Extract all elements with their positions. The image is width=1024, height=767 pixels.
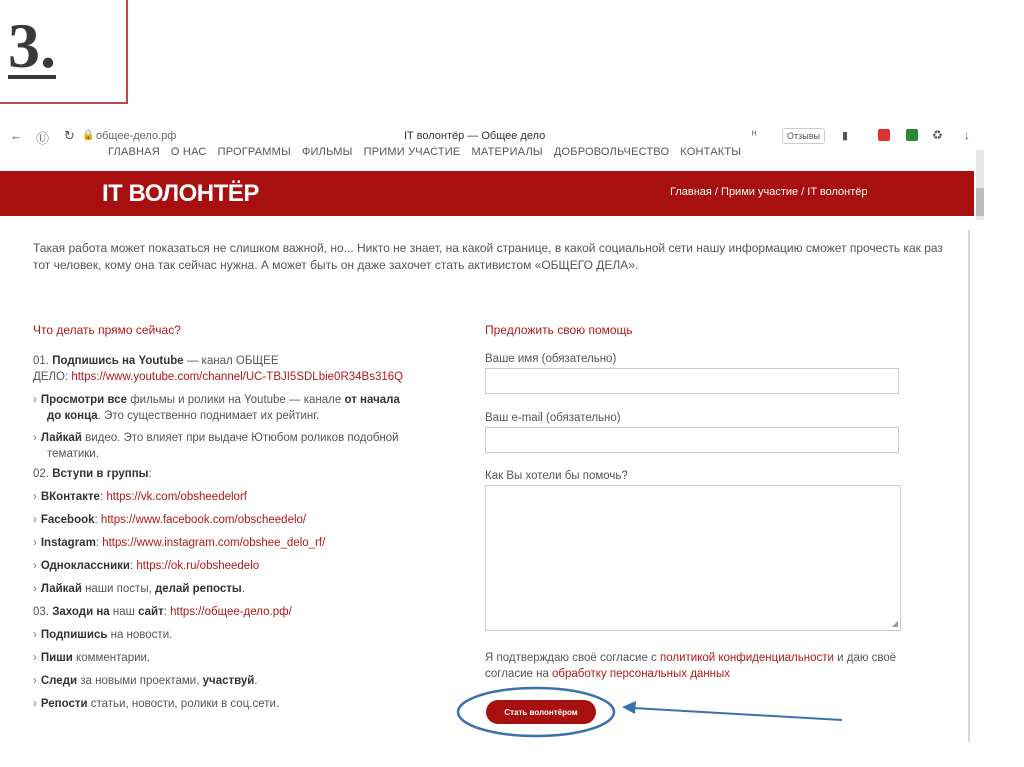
name-label: Ваше имя (обязательно) (485, 353, 617, 365)
resize-handle-icon[interactable]: ◢ (891, 619, 898, 628)
list-item: › Одноклассники: https://ok.ru/obsheedelo (33, 560, 260, 572)
item-bold: Репости (40, 698, 88, 710)
step-text: : (148, 468, 152, 480)
step-join-groups (33, 466, 152, 482)
list-item (33, 581, 245, 597)
step-number: 02. (33, 468, 49, 480)
item-bold: от начала (344, 394, 400, 406)
site-link[interactable]: https://общее-дело.рф/ (170, 606, 292, 618)
list-item (33, 673, 258, 689)
form-heading: Предложить свою помощь (485, 323, 633, 337)
item-bold: Пиши (40, 652, 73, 664)
item-bold: Подпишись (40, 629, 108, 641)
slide-number: 3. (8, 10, 56, 81)
item-bold: ВКонтакте (40, 491, 100, 503)
step-visit-site (33, 604, 292, 620)
item-text: наши посты, (81, 583, 155, 595)
intro-paragraph: Такая работа может показаться не слишком важной, но... Никто не знает, на какой странице, в какой социальной сети нашу информацию сможет прочесть как раз тот человек, кому она так сейчас нужна. А может быть он даже захочет стать активистом «ОБЩЕГО ДЕЛА». (33, 241, 943, 272)
email-field[interactable] (485, 427, 899, 453)
step-text: — канал ОБЩЕЕ (183, 355, 279, 367)
youtube-link[interactable]: https://www.youtube.com/channel/UC-TBJI5SDLbie0R34Bs316Q (71, 371, 404, 383)
step-text: наш (109, 606, 139, 618)
item-bold: Одноклассники (40, 560, 131, 572)
reviews-label: Отзывы (787, 131, 820, 141)
vk-link[interactable]: https://vk.com/obsheedelorf (106, 491, 247, 503)
reviews-button[interactable] (782, 128, 825, 144)
nav-item-participate[interactable]: ПРИМИ УЧАСТИЕ (363, 146, 461, 158)
translate-icon[interactable]: ᴴ (752, 130, 757, 141)
chevron-right-icon: › (33, 583, 37, 595)
help-textarea[interactable] (485, 485, 901, 631)
item-text: . Это существенно поднимает их рейтинг. (97, 410, 320, 422)
list-item (33, 696, 279, 712)
list-item (33, 430, 453, 462)
chevron-right-icon: › (33, 675, 37, 687)
item-bold: Лайкай (40, 583, 82, 595)
list-item (33, 650, 150, 666)
site-navigation (108, 146, 749, 158)
page-banner (0, 171, 974, 216)
step-subscribe-youtube (33, 353, 453, 385)
step-title: Подпишись на Youtube (52, 355, 184, 367)
step-number: 01. (33, 355, 49, 367)
help-label: Как Вы хотели бы помочь? (485, 470, 628, 482)
nav-item-films[interactable]: ФИЛЬМЫ (301, 146, 353, 158)
nav-item-contacts[interactable]: КОНТАКТЫ (680, 146, 742, 158)
item-bold: делай репосты (154, 583, 242, 595)
item-bold: Facebook (40, 514, 95, 526)
nav-item-volunteering[interactable]: ДОБРОВОЛЬЧЕСТВО (553, 146, 670, 158)
chevron-right-icon: › (33, 514, 37, 526)
address-bar[interactable]: общее-дело.рф (96, 130, 177, 142)
reload-icon[interactable]: ↻ (64, 128, 75, 143)
step-number: 03. (33, 606, 49, 618)
item-bold: Instagram (40, 537, 96, 549)
privacy-policy-link[interactable]: политикой конфиденциальности (660, 652, 834, 664)
step-text: : (163, 606, 171, 618)
item-bold: участвуй (202, 675, 255, 687)
item-bold: до конца (47, 410, 98, 422)
lock-icon: 🔒 (82, 130, 95, 141)
consent-text-part: и даю своё согласие на (485, 652, 897, 680)
list-item: › Instagram: https://www.instagram.com/obshee_delo_rf/ (33, 537, 326, 549)
extension-icon[interactable]: ♻ (932, 128, 943, 142)
page-edge-divider (968, 230, 970, 742)
step-title: Вступи в группы (52, 468, 149, 480)
extension-icon[interactable] (906, 129, 918, 141)
nav-item-programs[interactable]: ПРОГРАММЫ (217, 146, 291, 158)
list-item: › Facebook: https://www.facebook.com/obscheedelo/ (33, 514, 307, 526)
chevron-right-icon: › (33, 432, 37, 444)
item-text: комментарии. (72, 652, 151, 664)
annotation-arrow (632, 708, 842, 720)
chevron-right-icon: › (33, 394, 37, 406)
yandex-icon[interactable]: Ⓤ (36, 131, 50, 146)
annotation-arrowhead (622, 701, 636, 714)
item-text: фильмы и ролики на Youtube — канале (127, 394, 345, 406)
item-text: . (241, 583, 245, 595)
section-heading: Что делать прямо сейчас? (33, 323, 181, 337)
chevron-right-icon: › (33, 629, 37, 641)
facebook-link[interactable]: https://www.facebook.com/obscheedelo/ (100, 514, 307, 526)
nav-item-about[interactable]: О НАС (170, 146, 207, 158)
become-volunteer-button[interactable]: Стать волонтёром (486, 700, 596, 724)
chevron-right-icon: › (33, 698, 37, 710)
item-text: на новости. (107, 629, 173, 641)
chevron-right-icon: › (33, 491, 37, 503)
downloads-icon[interactable]: ↓ (964, 128, 970, 142)
odnoklassniki-link[interactable]: https://ok.ru/obsheedelo (136, 560, 260, 572)
list-item (33, 627, 172, 643)
email-label: Ваш e-mail (обязательно) (485, 412, 621, 424)
breadcrumb[interactable]: Главная / Прими участие / IT волонтёр (670, 186, 868, 198)
item-text: тематики. (47, 448, 99, 460)
browser-tab-title: IT волонтёр — Общее дело (404, 130, 546, 142)
consent-text (485, 650, 905, 682)
item-text: . (254, 675, 258, 687)
extension-icon[interactable] (878, 129, 890, 141)
step-title: сайт (138, 606, 164, 618)
step-text: ДЕЛО: (33, 371, 72, 383)
item-bold: Следи (40, 675, 78, 687)
list-item: › ВКонтакте: https://vk.com/obsheedelorf (33, 491, 247, 503)
data-processing-link[interactable]: обработку персональных данных (552, 668, 731, 680)
chevron-right-icon: › (33, 652, 37, 664)
name-field[interactable] (485, 368, 899, 394)
item-bold: Лайкай (40, 432, 82, 444)
item-text: за новыми проектами, (77, 675, 203, 687)
scrollbar-thumb[interactable] (976, 188, 984, 216)
item-text: видео. Это влияет при выдаче Ютюбом роликов подобной (81, 432, 399, 444)
nav-item-home[interactable]: ГЛАВНАЯ (108, 146, 160, 158)
step-title: Заходи на (52, 606, 110, 618)
consent-text-part: Я подтверждаю своё согласие с (485, 652, 660, 664)
bookmark-icon[interactable]: ▮ (842, 130, 849, 142)
back-icon[interactable]: ← (10, 128, 23, 143)
list-item (33, 392, 453, 424)
page-title: IT ВОЛОНТЁР (102, 180, 259, 207)
nav-item-materials[interactable]: МАТЕРИАЛЫ (471, 146, 543, 158)
chevron-right-icon: › (33, 560, 37, 572)
chevron-right-icon: › (33, 537, 37, 549)
item-bold: Просмотри все (40, 394, 127, 406)
instagram-link[interactable]: https://www.instagram.com/obshee_delo_rf/ (102, 537, 326, 549)
item-text: статьи, новости, ролики в соц.сети. (87, 698, 280, 710)
